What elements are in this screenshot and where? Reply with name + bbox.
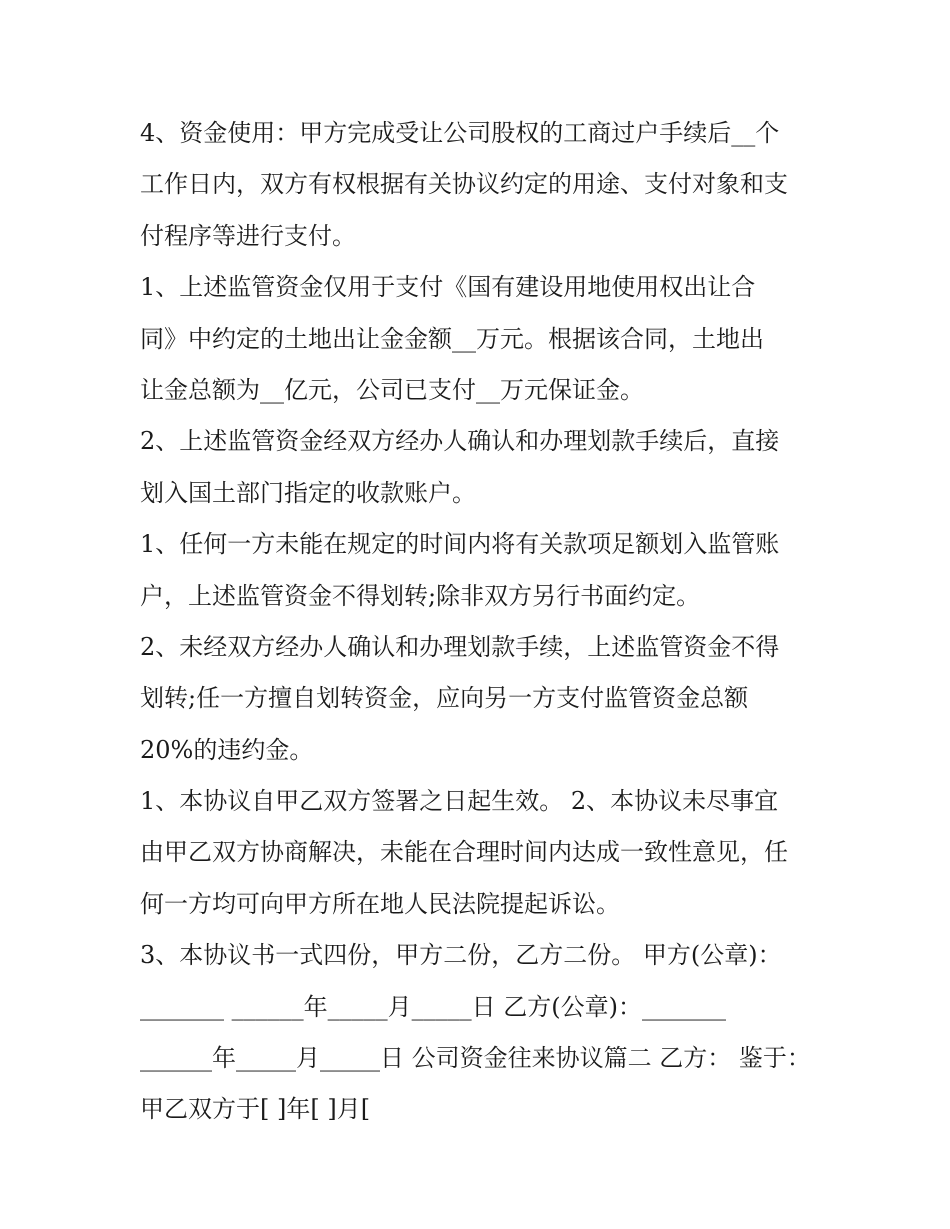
text-line: 由甲乙双方协商解决，未能在合理时间内达成一致性意见，任 [140, 838, 788, 867]
text-line: 划入国土部门指定的收款账户。 [140, 478, 476, 507]
text-line: 1、本协议自甲乙双方签署之日起生效。 2、本协议未尽事宜 [140, 787, 779, 816]
text-line: 付程序等进行支付。 [140, 221, 356, 250]
text-line: 20%的违约金。 [140, 735, 314, 764]
text-line: 1、任何一方未能在规定的时间内将有关款项足额划入监管账 [140, 530, 780, 559]
text-line: 4、资金使用：甲方完成受让公司股权的工商过户手续后__个 [140, 119, 780, 147]
text-line: 2、未经双方经办人确认和办理划款手续，上述监管资金不得 [140, 632, 780, 661]
text-line: 3、本协议书一式四份，甲方二份，乙方二份。 甲方(公章)： [140, 941, 782, 970]
text-line: 甲乙双方于[ ]年[ ]月[ [140, 1095, 371, 1124]
text-line: 划转;任一方擅自划转资金，应向另一方支付监管资金总额 [140, 684, 749, 713]
text-line: 1、上述监管资金仅用于支付《国有建设用地使用权出让合 [140, 273, 756, 302]
text-line: _______ ______年_____月_____日 乙方(公章)：_______ [140, 992, 726, 1021]
text-line: 同》中约定的土地出让金金额__万元。根据该合同，土地出 [140, 324, 764, 353]
text-line: ______年_____月_____日 公司资金往来协议篇二 乙方： 鉴于： [140, 1044, 811, 1073]
text-line: 户，上述监管资金不得划转;除非双方另行书面约定。 [140, 581, 701, 610]
text-line: 工作日内，双方有权根据有关协议约定的用途、支付对象和支 [140, 170, 788, 199]
text-line: 何一方均可向甲方所在地人民法院提起诉讼。 [140, 889, 620, 918]
text-line: 让金总额为__亿元，公司已支付__万元保证金。 [140, 375, 644, 404]
document-body [140, 108, 830, 1136]
text-line: 2、上述监管资金经双方经办人确认和办理划款手续后，直接 [140, 427, 780, 456]
